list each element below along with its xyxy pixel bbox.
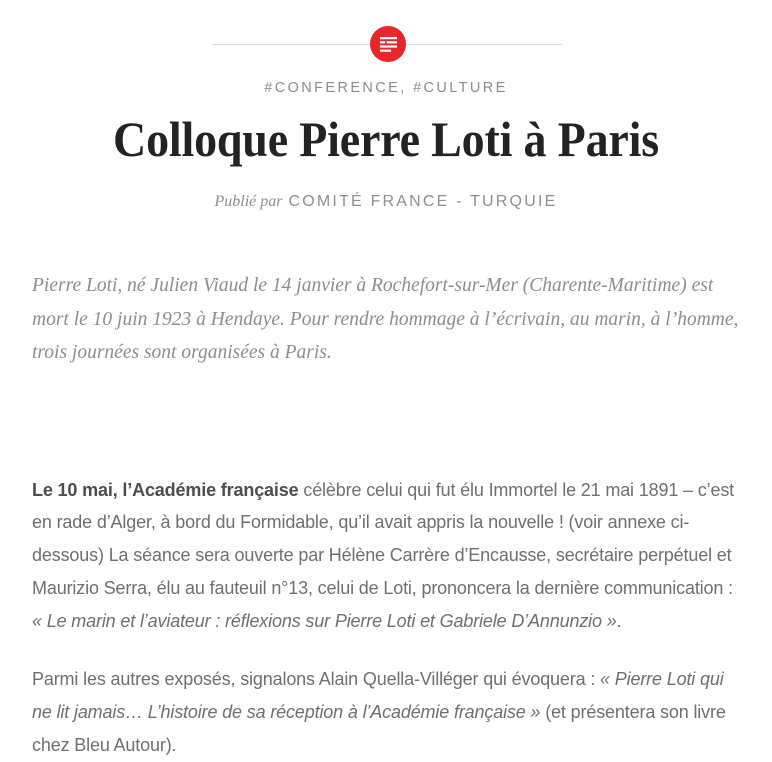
paragraph-2-lead: Parmi les autres exposés, signalons Alain Quella-Villéger qui évoquera : (32, 669, 601, 690)
paragraph-1-body: célèbre celui qui fut élu Immortel le 21 mai 1891 – c’est en rade d’Alger, à bord du Formidable, qu’il avait appris la nouvelle ! (voir annexe ci-dessous) La séance sera ouverte par Hélène Carrère d’Encausse, secrétaire perpétuel et Maurizio Serra, élu au fauteuil n°13, celui de Loti, prononcera la dernière communication : (32, 479, 735, 598)
article-lede: Pierre Loti, né Julien Viaud le 14 janvier à Rochefort-sur-Mer (Charente-Maritime) est mort le 10 juin 1923 à Hendaye. Pour rendre hommage à l’écrivain, au marin, à l’homme, trois journées sont organisées à Paris. (32, 275, 739, 364)
page-title: Colloque Pierre Loti à Paris (113, 111, 659, 167)
byline-author[interactable]: COMITÉ FRANCE - TURQUIE (288, 193, 558, 210)
byline-prefix: Publié par (214, 193, 283, 210)
paragraph-2-quote-title: « Pierre Loti qui ne lit jamais… L’histoire de sa réception à l’Académie française » (32, 669, 724, 723)
article-lines-icon (370, 26, 406, 62)
article-tags[interactable]: #CONFERENCE, #CULTURE (264, 80, 508, 96)
header-ornament (0, 0, 772, 62)
article-paragraph-1 (32, 474, 742, 638)
paragraph-2-tail: (et présentera son livre chez Bleu Autour). (32, 702, 726, 755)
article-paragraph-2 (32, 663, 742, 761)
paragraph-1-tail: . (616, 610, 622, 631)
paragraph-1-bold-lead: Le 10 mai, l’Académie française (32, 479, 299, 500)
article-content (30, 269, 742, 762)
paragraph-1-quote-title: « Le marin et l’aviateur : réflexions sur Pierre Loti et Gabriele D’Annunzio » (32, 610, 617, 631)
byline (0, 193, 772, 211)
